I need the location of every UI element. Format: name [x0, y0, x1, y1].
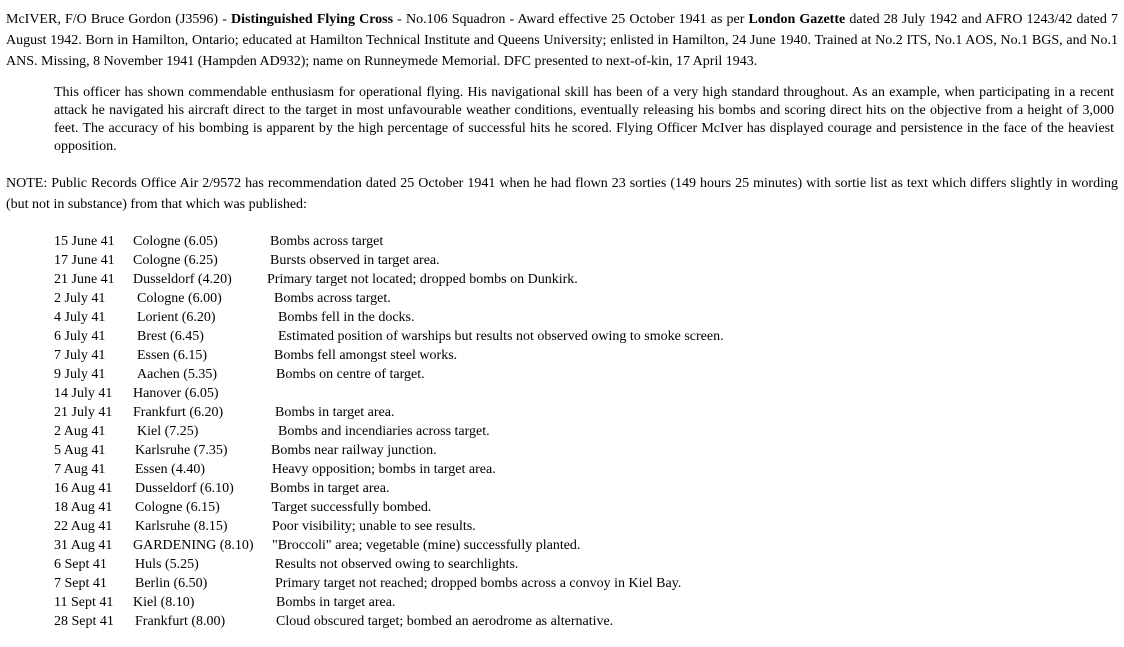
sortie-target: Cologne (6.05): [133, 234, 218, 249]
sortie-target: Berlin (6.50): [135, 576, 208, 591]
sortie-target: Essen (6.15): [137, 348, 207, 363]
award-effective: Award effective 25 October 1941 as per: [517, 12, 745, 27]
sortie-row: [54, 536, 1118, 555]
sortie-result: Bursts observed in target area.: [270, 253, 440, 268]
sortie-row: [54, 460, 1118, 479]
sortie-row: [54, 612, 1118, 631]
sortie-result: Bombs near railway junction.: [271, 443, 437, 458]
sortie-target: Huls (5.25): [135, 557, 199, 572]
note-text: NOTE: Public Records Office Air 2/9572 has recommendation dated 25 October 1941 when he had flown 23 sorties (149 hours 25 minutes) with sortie list as text which differs slightly in wording (but not in substance) from that which was published:: [6, 176, 1118, 212]
header-details: dated 28 July 1942 and AFRO 1243/42 dated 7 August 1942. Born in Hamilton, Ontario; educated at Hamilton Technical Institute and Queens University; enlisted in Hamilton, 24 June 1940. Trained at No.2 ITS, No.1 AOS, No.1 BGS, and No.1 ANS. Missing, 8 November 1941 (Hampden AD932); name on Runneymede Memorial. DFC presented to next-of-kin, 17 April 1943.: [6, 12, 1119, 69]
sortie-date: 7 July 41: [54, 348, 106, 363]
sortie-date: 2 Aug 41: [54, 424, 106, 439]
sortie-date: 4 July 41: [54, 310, 106, 325]
sortie-result: Bombs in target area.: [275, 405, 395, 420]
sortie-row: [54, 441, 1118, 460]
sortie-target: Frankfurt (8.00): [135, 614, 226, 629]
sortie-target: Kiel (7.25): [137, 424, 199, 439]
sortie-date: 6 Sept 41: [54, 557, 107, 572]
sortie-date: 2 July 41: [54, 291, 106, 306]
officer-name: McIVER, F/O Bruce Gordon (J3596): [6, 12, 219, 27]
sortie-date: 5 Aug 41: [54, 443, 106, 458]
squadron: No.106 Squadron: [405, 12, 506, 27]
sortie-row: [54, 308, 1118, 327]
sortie-target: Hanover (6.05): [133, 386, 219, 401]
sortie-date: 21 June 41: [54, 272, 115, 287]
sortie-date: 9 July 41: [54, 367, 106, 382]
sortie-target: GARDENING (8.10): [133, 538, 254, 553]
sortie-row: [54, 574, 1118, 593]
sortie-date: 21 July 41: [54, 405, 113, 420]
sortie-date: 6 July 41: [54, 329, 106, 344]
sortie-row: [54, 403, 1118, 422]
sortie-target: Dusseldorf (6.10): [135, 481, 234, 496]
sortie-date: 17 June 41: [54, 253, 115, 268]
sortie-result: Bombs in target area.: [276, 595, 396, 610]
gazette-name: London Gazette: [748, 12, 846, 27]
sortie-result: Bombs across target.: [274, 291, 391, 306]
sortie-target: Aachen (5.35): [137, 367, 218, 382]
sortie-row: [54, 479, 1118, 498]
sortie-date: 15 June 41: [54, 234, 115, 249]
sortie-row: [54, 251, 1118, 270]
sortie-row: [54, 555, 1118, 574]
sortie-result: Target successfully bombed.: [272, 500, 432, 515]
sortie-target: Essen (4.40): [135, 462, 205, 477]
sortie-date: 7 Sept 41: [54, 576, 107, 591]
separator: -: [505, 12, 518, 27]
separator: -: [393, 12, 406, 27]
sortie-date: 16 Aug 41: [54, 481, 113, 496]
sortie-result: Bombs and incendiaries across target.: [278, 424, 490, 439]
sortie-row: [54, 384, 1118, 403]
sortie-result: Primary target not reached; dropped bombs across a convoy in Kiel Bay.: [275, 576, 682, 591]
sortie-row: [54, 327, 1118, 346]
sortie-row: [54, 593, 1118, 612]
sortie-result: Bombs across target: [270, 234, 384, 249]
sortie-result: Bombs fell amongst steel works.: [274, 348, 458, 363]
sortie-target: Karlsruhe (7.35): [135, 443, 228, 458]
citation-text: This officer has shown commendable enthusiasm for operational flying. His navigational skill has been of a very high standard throughout. As an example, when participating in a recent attack he navigated his aircraft direct to the target in most unfavourable weather conditions, eventually releasing his bombs and scoring direct hits on the objective from a height of 3,000 feet. The accuracy of his bombing is apparent by the high percentage of successful hits he scored. Flying Officer McIver has displayed courage and persistence in the face of the heaviest opposition.: [54, 85, 1114, 154]
sortie-target: Cologne (6.25): [133, 253, 218, 268]
sortie-target: Brest (6.45): [137, 329, 204, 344]
separator: -: [218, 12, 232, 27]
sortie-date: 18 Aug 41: [54, 500, 113, 515]
award-name: Distinguished Flying Cross: [231, 12, 394, 27]
sortie-row: [54, 346, 1118, 365]
sortie-target: Cologne (6.15): [135, 500, 220, 515]
sortie-row: [54, 365, 1118, 384]
sortie-target: Frankfurt (6.20): [133, 405, 224, 420]
sortie-row: [54, 270, 1118, 289]
sortie-target: Lorient (6.20): [137, 310, 216, 325]
sortie-result: Estimated position of warships but results not observed owing to smoke screen.: [278, 329, 724, 344]
sortie-result: Poor visibility; unable to see results.: [272, 519, 476, 534]
sortie-target: Karlsruhe (8.15): [135, 519, 228, 534]
sortie-target: Kiel (8.10): [133, 595, 195, 610]
sortie-date: 14 July 41: [54, 386, 113, 401]
sortie-row: [54, 289, 1118, 308]
sortie-result: "Broccoli" area; vegetable (mine) successfully planted.: [272, 538, 581, 553]
sortie-result: Results not observed owing to searchlights.: [275, 557, 519, 572]
sortie-result: Bombs in target area.: [270, 481, 390, 496]
sortie-row: [54, 232, 1118, 251]
sortie-result: Cloud obscured target; bombed an aerodrome as alternative.: [276, 614, 614, 629]
sortie-target: Dusseldorf (4.20): [133, 272, 232, 287]
sortie-result: Bombs fell in the docks.: [278, 310, 415, 325]
sortie-row: [54, 498, 1118, 517]
sortie-date: 28 Sept 41: [54, 614, 114, 629]
sortie-row: [54, 422, 1118, 441]
sortie-target: Cologne (6.00): [137, 291, 222, 306]
sortie-result: Primary target not located; dropped bombs on Dunkirk.: [267, 272, 578, 287]
sortie-date: 11 Sept 41: [54, 595, 114, 610]
sortie-row: [54, 517, 1118, 536]
header-paragraph: [6, 9, 1118, 72]
sortie-result: Bombs on centre of target.: [276, 367, 425, 382]
sortie-date: 22 Aug 41: [54, 519, 113, 534]
sortie-date: 31 Aug 41: [54, 538, 113, 553]
sortie-date: 7 Aug 41: [54, 462, 106, 477]
sortie-list: [6, 232, 1118, 631]
sortie-result: Heavy opposition; bombs in target area.: [272, 462, 496, 477]
